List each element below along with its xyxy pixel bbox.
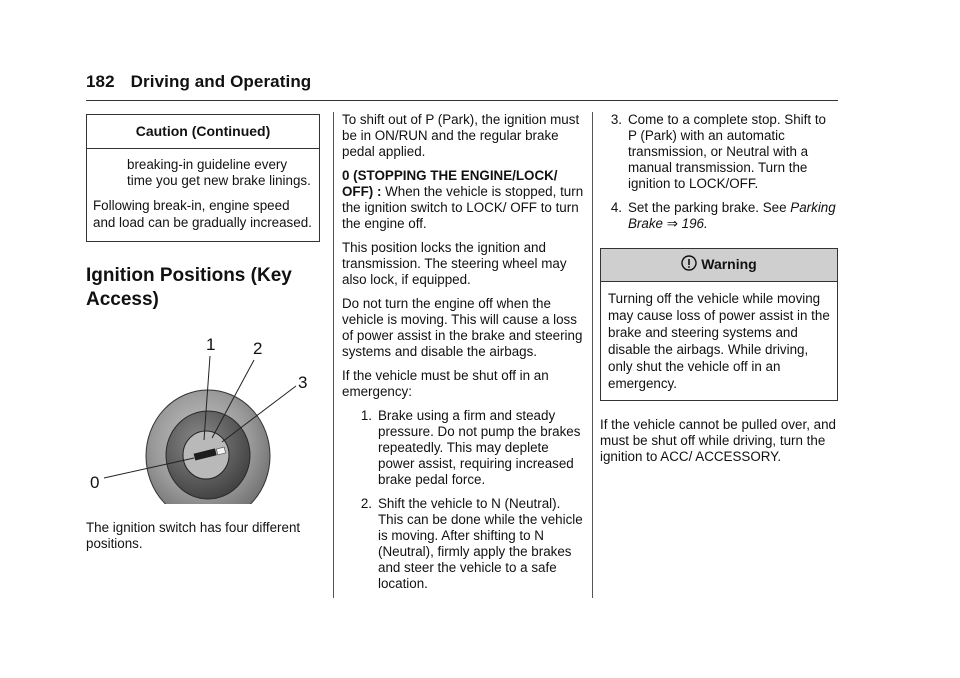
step-number: 2. [360, 496, 372, 511]
page-header [86, 72, 311, 92]
emergency-steps [342, 408, 584, 592]
page-number: 182 [86, 72, 115, 91]
ignition-switch-illustration [86, 330, 320, 504]
caution-box [86, 114, 320, 242]
column-2 [342, 112, 584, 600]
emergency-steps-continued [600, 112, 838, 232]
step4-text: Set the parking brake. See [628, 200, 791, 215]
step-number: 3. [610, 112, 622, 127]
parking-brake-link[interactable]: Parking Brake [628, 200, 836, 231]
list-item [342, 408, 584, 488]
position-label-1: 1 [206, 335, 216, 354]
do-not-paragraph: Do not turn the engine off when the vehicle is moving. This will cause a loss of power assist in the brake and steering systems and disable the airbags. [342, 296, 583, 359]
section-title: Ignition Positions (Key Access) [86, 265, 292, 310]
warning-header [601, 249, 837, 282]
parking-brake-page[interactable]: 196 [681, 216, 704, 231]
header-divider [86, 100, 838, 101]
step-text: Come to a complete stop. Shift to P (Park) with an automatic transmission, or Neutral with a manual transmission. Turn the ignition to LOCK/OFF. [628, 112, 826, 191]
warning-box [600, 248, 838, 401]
column-1 [86, 114, 320, 560]
step-number: 1. [360, 408, 372, 423]
column-3 [600, 112, 838, 473]
caution-title: Caution (Continued) [87, 115, 319, 149]
position-label-0: 0 [90, 473, 100, 492]
lock-off-paragraph [342, 168, 584, 232]
intro-paragraph: To shift out of P (Park), the ignition must be in ON/RUN and the regular brake pedal applied. [342, 112, 580, 159]
emergency-paragraph: If the vehicle must be shut off in an emergency: [342, 368, 549, 399]
ref-period: . [704, 216, 708, 231]
warning-icon [681, 255, 697, 274]
after-warning-paragraph: If the vehicle cannot be pulled over, and must be shut off while driving, turn the ignition to ACC/ ACCESSORY. [600, 417, 836, 464]
caution-body [87, 149, 319, 241]
caution-text: Following break-in, engine speed and load can be gradually increased. [93, 198, 312, 230]
position-heading: 0 (STOPPING THE ENGINE/LOCK/ OFF) : [342, 168, 558, 199]
section-name: Driving and Operating [130, 72, 312, 91]
step-number: 4. [610, 200, 622, 215]
figure-caption: The ignition switch has four different positions. [86, 520, 301, 551]
lock-paragraph: This position locks the ignition and transmission. The steering wheel may also lock, if equipped. [342, 240, 567, 287]
column-divider [592, 112, 593, 598]
position-label-2: 2 [253, 339, 263, 358]
warning-title: Warning [701, 256, 757, 272]
ignition-figure [86, 330, 320, 504]
position-description: When the vehicle is stopped, turn the ignition switch to LOCK/ OFF to turn the engine off. [342, 184, 584, 231]
column-divider [333, 112, 334, 598]
list-item [342, 496, 584, 592]
list-item [600, 200, 838, 232]
page-ref-arrow-icon: ⇒ [662, 216, 682, 231]
caution-indented-text: breaking-in guideline every time you get new brake linings. [127, 157, 311, 188]
step-text [628, 200, 838, 232]
list-item [600, 112, 838, 192]
warning-text: Turning off the vehicle while moving may cause loss of power assist in the brake and steering systems and disable the airbags. While driving, only shut the vehicle off in an emergency. [608, 291, 830, 391]
position-label-3: 3 [298, 373, 308, 392]
step-text: Brake using a firm and steady pressure. Do not pump the brakes repeatedly. This may deplete power assist, requiring increased brake pedal force. [378, 408, 581, 487]
step-text: Shift the vehicle to N (Neutral). This can be done while the vehicle is moving. After shifting to N (Neutral), firmly apply the brakes and steer the vehicle to a safe location. [378, 496, 583, 591]
